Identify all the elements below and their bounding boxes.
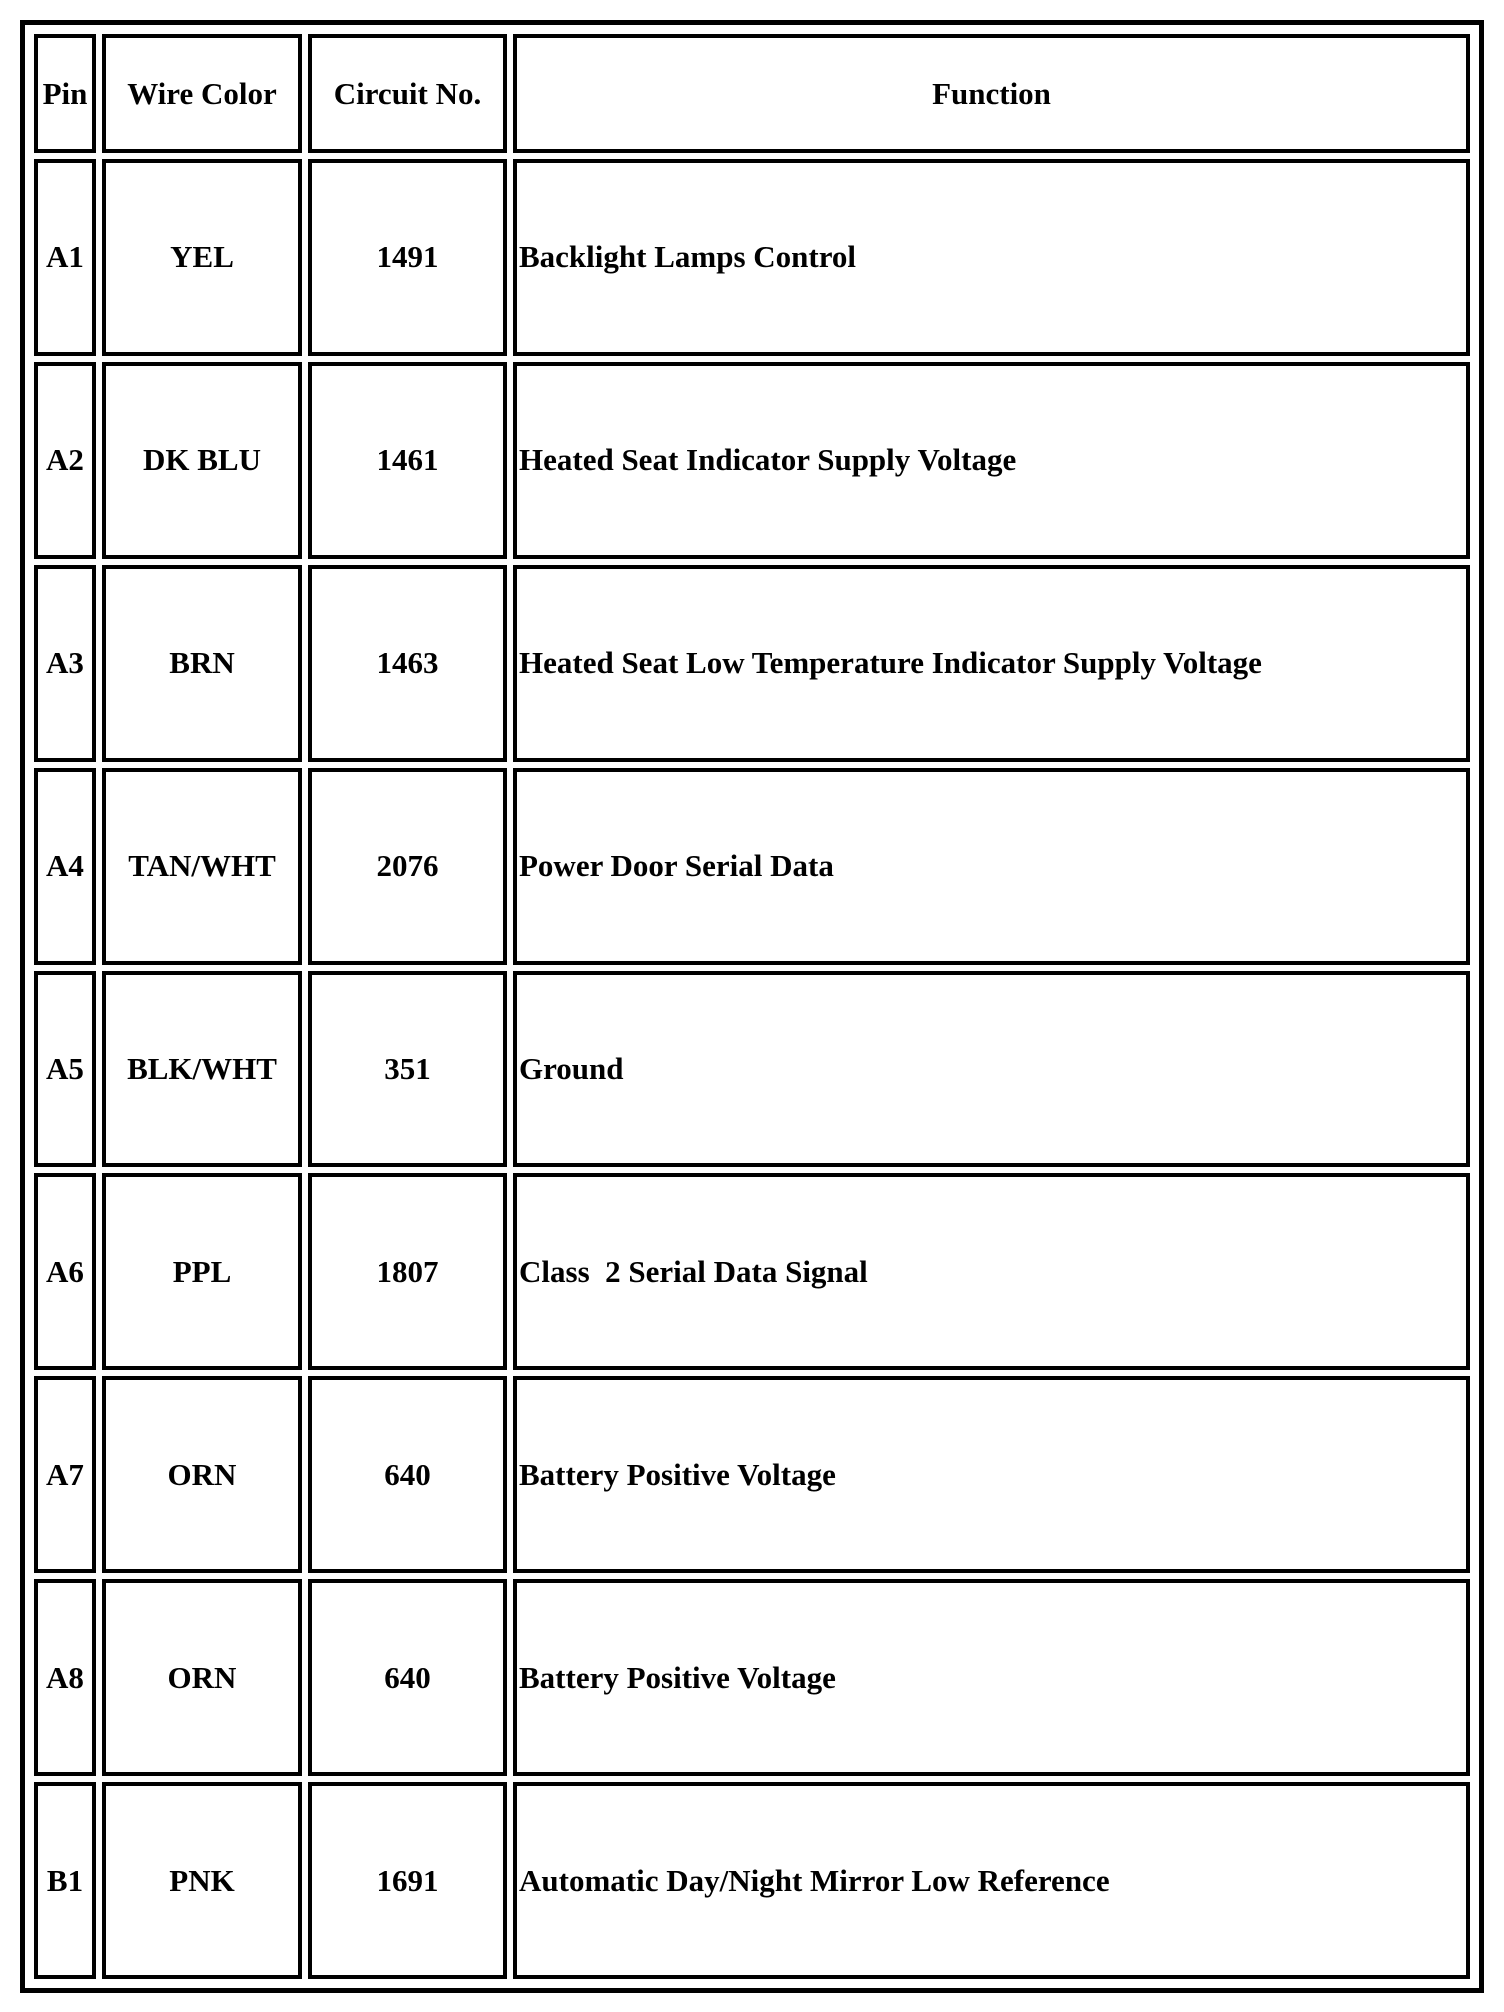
- header-wire-color: Wire Color: [102, 34, 302, 153]
- cell-pin: A5: [34, 971, 96, 1168]
- table-row: [34, 565, 1470, 762]
- cell-circuit-no: 1691: [308, 1782, 507, 1979]
- cell-circuit-no: 640: [308, 1579, 507, 1776]
- table-row: [34, 1376, 1470, 1573]
- cell-circuit-no: 351: [308, 971, 507, 1168]
- header-circuit-no: Circuit No.: [308, 34, 507, 153]
- cell-function: Heated Seat Indicator Supply Voltage: [513, 362, 1470, 559]
- cell-wire-color: YEL: [102, 159, 302, 356]
- table-row: [34, 362, 1470, 559]
- cell-wire-color: DK BLU: [102, 362, 302, 559]
- cell-circuit-no: 2076: [308, 768, 507, 965]
- cell-pin: A3: [34, 565, 96, 762]
- cell-pin: A6: [34, 1173, 96, 1370]
- cell-function: Class 2 Serial Data Signal: [513, 1173, 1470, 1370]
- cell-function: Heated Seat Low Temperature Indicator Supply Voltage: [513, 565, 1470, 762]
- cell-pin: A4: [34, 768, 96, 965]
- cell-pin: A2: [34, 362, 96, 559]
- cell-wire-color: ORN: [102, 1579, 302, 1776]
- table-row: [34, 971, 1470, 1168]
- cell-function: Backlight Lamps Control: [513, 159, 1470, 356]
- cell-function: Ground: [513, 971, 1470, 1168]
- cell-circuit-no: 1463: [308, 565, 507, 762]
- cell-pin: B1: [34, 1782, 96, 1979]
- cell-wire-color: ORN: [102, 1376, 302, 1573]
- connector-pinout-table-frame: [20, 20, 1484, 1993]
- connector-pinout-table: [28, 28, 1476, 1985]
- cell-circuit-no: 1491: [308, 159, 507, 356]
- cell-wire-color: TAN/WHT: [102, 768, 302, 965]
- table-row: [34, 1173, 1470, 1370]
- cell-wire-color: BLK/WHT: [102, 971, 302, 1168]
- cell-pin: A7: [34, 1376, 96, 1573]
- cell-function: Battery Positive Voltage: [513, 1579, 1470, 1776]
- cell-circuit-no: 1461: [308, 362, 507, 559]
- cell-function: Automatic Day/Night Mirror Low Reference: [513, 1782, 1470, 1979]
- header-function: Function: [513, 34, 1470, 153]
- cell-circuit-no: 1807: [308, 1173, 507, 1370]
- header-pin: Pin: [34, 34, 96, 153]
- cell-circuit-no: 640: [308, 1376, 507, 1573]
- table-row: [34, 1782, 1470, 1979]
- cell-pin: A1: [34, 159, 96, 356]
- cell-wire-color: BRN: [102, 565, 302, 762]
- table-row: [34, 159, 1470, 356]
- table-row: [34, 768, 1470, 965]
- table-row: [34, 1579, 1470, 1776]
- cell-function: Power Door Serial Data: [513, 768, 1470, 965]
- cell-function: Battery Positive Voltage: [513, 1376, 1470, 1573]
- cell-pin: A8: [34, 1579, 96, 1776]
- table-header-row: [34, 34, 1470, 153]
- cell-wire-color: PNK: [102, 1782, 302, 1979]
- cell-wire-color: PPL: [102, 1173, 302, 1370]
